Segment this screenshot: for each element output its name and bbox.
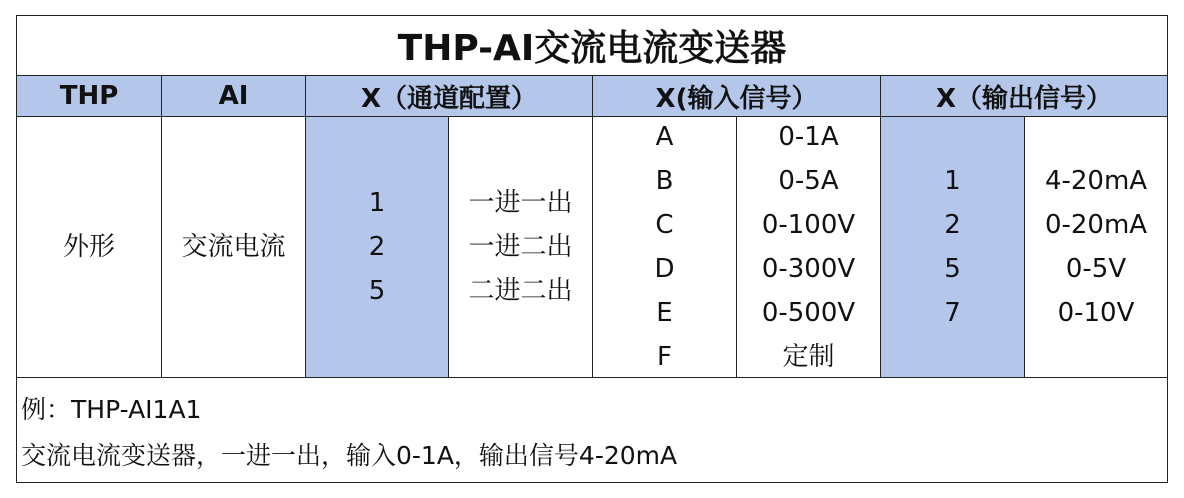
input-code: B xyxy=(655,166,674,196)
table-title: THP-AI交流电流变送器 xyxy=(17,16,1167,76)
header-row xyxy=(17,76,1167,117)
body-row xyxy=(17,117,1167,378)
header-ai: AI xyxy=(162,76,306,116)
channel-code: 1 xyxy=(368,188,386,218)
input-value: 0-500V xyxy=(761,298,856,328)
channel-name: 二进二出 xyxy=(468,276,573,306)
output-code: 2 xyxy=(944,210,961,240)
header-input-signal: X(输入信号） xyxy=(593,76,881,116)
type-cell xyxy=(162,117,306,377)
input-code: A xyxy=(655,122,674,152)
input-code: C xyxy=(655,210,674,240)
input-value: 0-100V xyxy=(761,210,856,240)
type-text: 交流电流 xyxy=(181,232,286,262)
input-code: D xyxy=(654,254,675,284)
output-value: 4-20mA xyxy=(1044,166,1148,196)
input-value: 0-300V xyxy=(761,254,856,284)
input-value-cell xyxy=(737,117,881,377)
output-code: 1 xyxy=(944,166,961,196)
channel-name: 一进一出 xyxy=(468,188,573,218)
channel-code: 2 xyxy=(368,232,386,262)
footer-row xyxy=(17,378,1167,484)
channel-name: 一进二出 xyxy=(468,232,573,262)
example-text: 例：THP-AI1A1 xyxy=(21,395,202,424)
channel-code-cell xyxy=(306,117,449,377)
channel-code: 5 xyxy=(368,276,386,306)
input-code: E xyxy=(656,298,673,328)
input-value: 0-5A xyxy=(778,166,839,196)
channel-name-cell xyxy=(449,117,593,377)
input-value: 0-1A xyxy=(778,122,839,152)
output-code: 5 xyxy=(944,254,961,284)
input-value: 定制 xyxy=(782,342,835,372)
output-value: 0-20mA xyxy=(1044,210,1148,240)
description-text: 交流电流变送器，一进一出，输入0-1A，输出信号4-20mA xyxy=(21,441,678,470)
output-value: 0-5V xyxy=(1065,254,1127,284)
shape-text: 外形 xyxy=(62,232,115,262)
input-code-cell xyxy=(593,117,737,377)
output-code: 7 xyxy=(944,298,961,328)
header-channel-config: X（通道配置） xyxy=(306,76,593,116)
output-value-cell xyxy=(1025,117,1167,377)
shape-cell xyxy=(17,117,162,377)
input-code: F xyxy=(657,342,672,372)
spec-table xyxy=(16,15,1168,483)
output-value: 0-10V xyxy=(1057,298,1135,328)
header-output-signal: X（输出信号） xyxy=(935,83,1113,114)
header-thp: THP xyxy=(17,76,162,116)
output-code-cell xyxy=(881,117,1025,377)
